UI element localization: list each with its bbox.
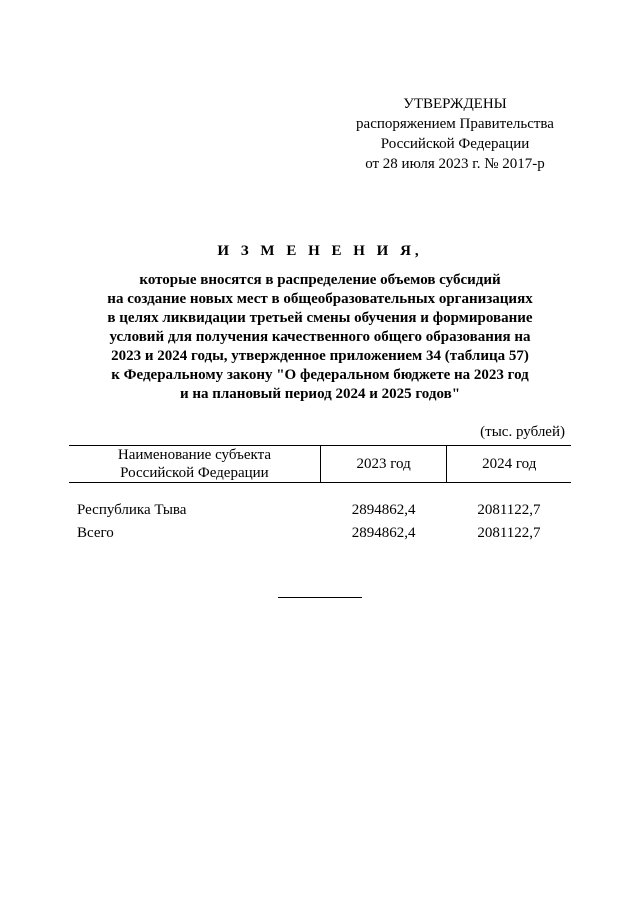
total-2023-cell: 2894862,4 — [351, 525, 416, 541]
heading-line: на создание новых мест в общеобразовательных организациях — [107, 291, 533, 307]
table-body — [69, 483, 571, 546]
document-title: И З М Е Н Е Н И Я, — [217, 243, 423, 259]
total-label-cell: Всего — [77, 525, 114, 541]
header-region-line2: Российской Федерации — [120, 465, 269, 481]
units-label: (тыс. рублей) — [480, 424, 565, 440]
heading-line: которые вносятся в распределение объемов субсидий — [139, 272, 501, 288]
header-region-line1: Наименование субъекта — [117, 447, 271, 463]
approval-block — [330, 94, 580, 174]
value-2024-cell: 2081122,7 — [477, 502, 541, 518]
total-2024-cell: 2081122,7 — [477, 525, 541, 541]
heading-line: к Федеральному закону "О федеральном бюджете на 2023 год — [111, 367, 529, 383]
header-2023: 2023 год — [320, 446, 447, 483]
header-region-name — [69, 446, 320, 483]
table-header-row — [69, 446, 571, 483]
subsidy-table-container — [69, 445, 571, 545]
value-2023-cell: 2894862,4 — [351, 502, 416, 518]
subsidy-table — [69, 445, 571, 545]
table-row — [69, 483, 571, 523]
region-name-cell: Республика Тыва — [77, 502, 187, 518]
approval-title: УТВЕРЖДЕНЫ — [403, 96, 507, 112]
table-row-total — [69, 522, 571, 545]
document-heading — [60, 241, 580, 404]
heading-line: условий для получения качественного общего образования на — [109, 329, 531, 345]
approval-date-number: от 28 июля 2023 г. № 2017-р — [365, 156, 545, 172]
approval-country: Российской Федерации — [380, 136, 530, 152]
heading-line: и на плановый период 2024 и 2025 годов" — [179, 386, 461, 402]
header-2024: 2024 год — [447, 446, 571, 483]
heading-line: 2023 и 2024 годы, утвержденное приложением 34 (таблица 57) — [111, 348, 529, 364]
end-divider-line — [278, 597, 362, 598]
table-header — [69, 446, 571, 483]
heading-line: в целях ликвидации третьей смены обучения и формирование — [107, 310, 533, 326]
approval-authority: распоряжением Правительства — [356, 116, 554, 132]
